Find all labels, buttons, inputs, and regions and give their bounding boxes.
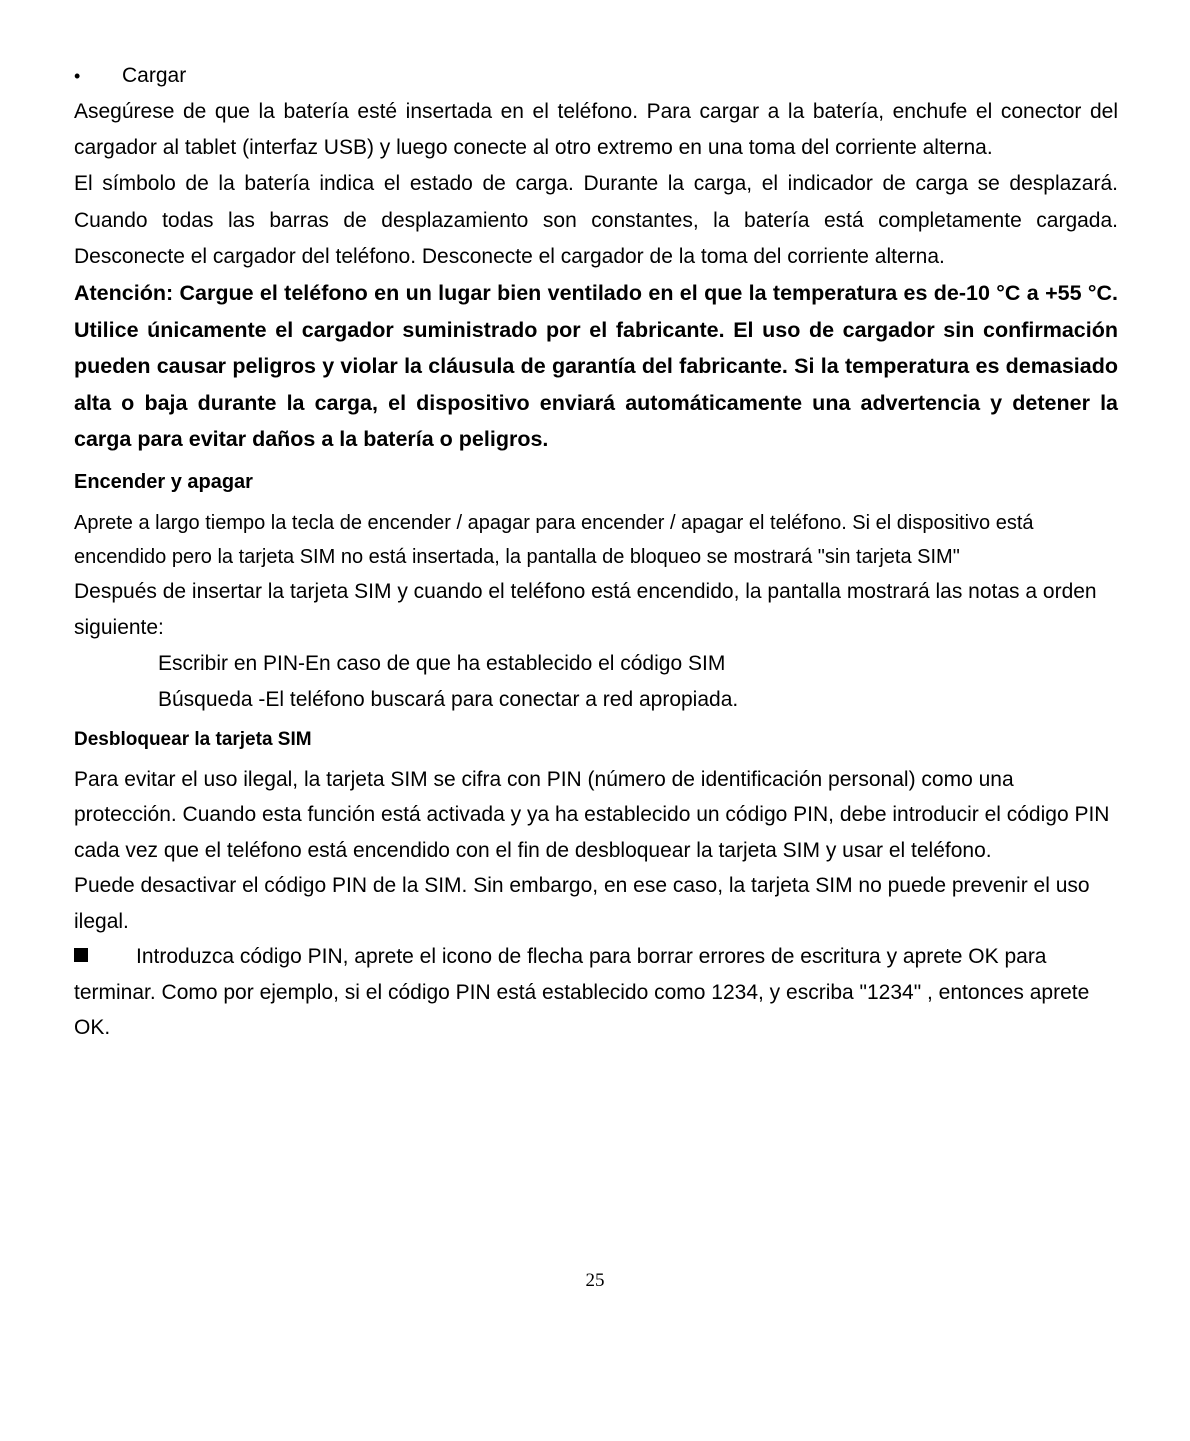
- charge-warning: Atención: Cargue el teléfono en un lugar bien ventilado en el que la temperatura es de-10 °C a +55 °C. Utilice únicamente el cargador suministrado por el fabricante. El uso de cargador sin confirmación pueden causar peligros y violar la cláusula de garantía del fabricante. Si la temperatura es demasiado alta o baja durante la carga, el dispositivo enviará automáticamente una advertencia y detener la carga para evitar daños a la batería o peligros.: [74, 281, 1118, 452]
- charge-bullet-heading: [74, 58, 1118, 94]
- unlock-step-text: Introduzca código PIN, aprete el icono de flecha para borrar errores de escritura y aprete OK para terminar. Como por ejemplo, si el código PIN está establecido como 1234, y escriba "1234" , entonces aprete OK.: [74, 945, 1090, 1040]
- power-paragraph-2: Después de insertar la tarjeta SIM y cuando el teléfono está encendido, la pantalla mostrará las notas a orden siguiente:: [74, 579, 1097, 639]
- unlock-paragraph-2: Puede desactivar el código PIN de la SIM. Sin embargo, en ese caso, la tarjeta SIM no puede prevenir el uso ilegal.: [74, 874, 1090, 933]
- unlock-step: [74, 939, 1118, 1046]
- power-list-item-2: Búsqueda -El teléfono buscará para conectar a red apropiada.: [158, 687, 739, 711]
- power-paragraph-1: Aprete a largo tiempo la tecla de encender / apagar para encender / apagar el teléfono. Si el dispositivo está encendido pero la tarjeta SIM no está insertada, la pantalla de bloqueo se mostrará "sin tarjeta SIM": [74, 511, 1034, 568]
- charge-paragraph-1: Asegúrese de que la batería esté insertada en el teléfono. Para cargar a la batería, enchufe el conector del cargador al tablet (interfaz USB) y luego conecte al otro extremo en una toma del corriente alterna.: [74, 100, 1118, 160]
- page-number: 25: [585, 1270, 605, 1291]
- power-list-item-1: Escribir en PIN-En caso de que ha establecido el código SIM: [158, 651, 726, 675]
- charge-title: Cargar: [122, 64, 187, 87]
- charge-paragraph-2: El símbolo de la batería indica el estado de carga. Durante la carga, el indicador de carga se desplazará. Cuando todas las barras de desplazamiento son constantes, la batería está completamente cargada. Desconecte el cargador del teléfono. Desconecte el cargador de la toma del corriente alterna.: [74, 172, 1118, 268]
- power-heading: Encender y apagar: [74, 470, 253, 493]
- document-page: [74, 58, 1118, 1046]
- bullet-icon: •: [74, 65, 81, 86]
- square-bullet-icon: [74, 948, 88, 962]
- unlock-paragraph-1: Para evitar el uso ilegal, la tarjeta SIM se cifra con PIN (número de identificación personal) como una protección. Cuando esta función está activada y ya ha establecido un código PIN, debe introducir el código PIN cada vez que el teléfono está encendido con el fin de desbloquear la tarjeta SIM y usar el teléfono.: [74, 767, 1110, 862]
- unlock-heading: Desbloquear la tarjeta SIM: [74, 728, 312, 750]
